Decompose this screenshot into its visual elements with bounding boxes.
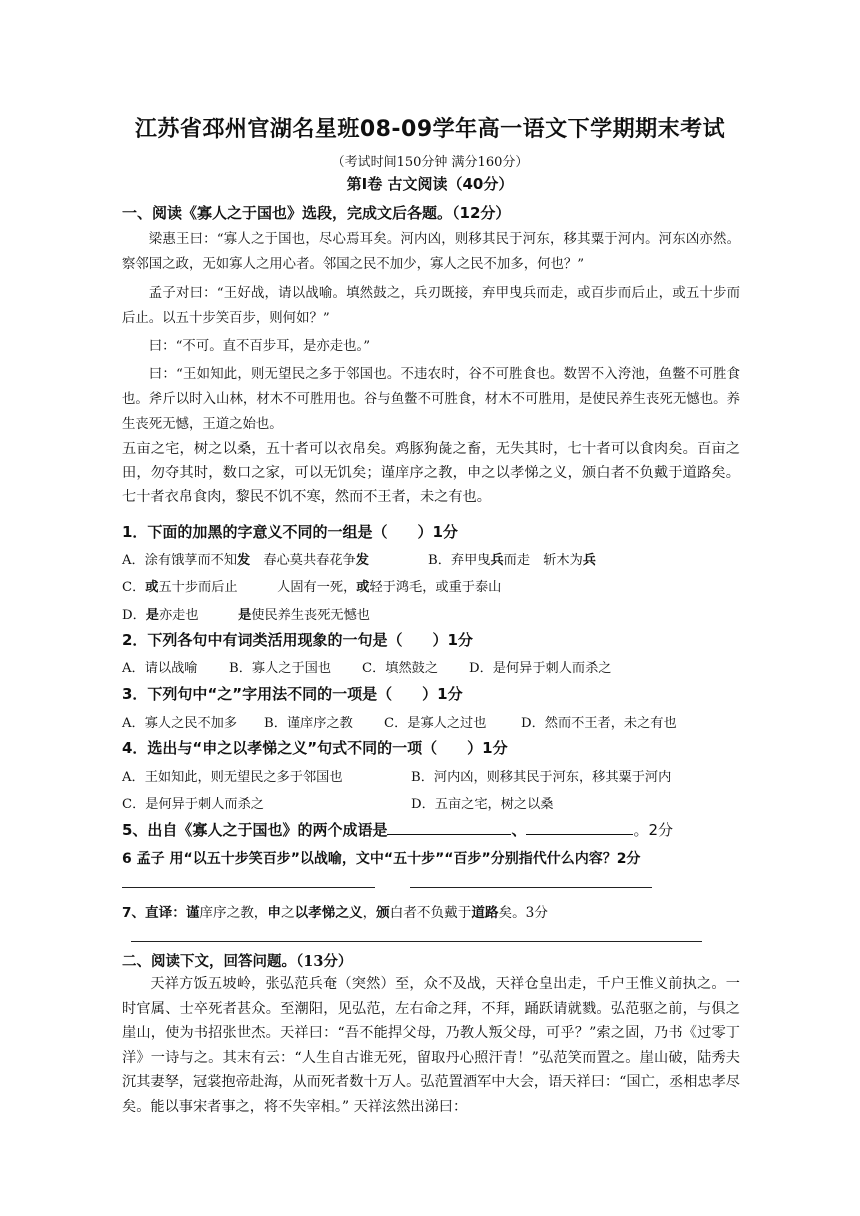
q5-answer-blank-2[interactable]: [526, 819, 633, 835]
question-3-stem: 3．下列句中“之”字用法不同的一项是（ ）1分: [122, 685, 463, 703]
q1-b-text: B．弃甲曳: [428, 553, 491, 568]
question-4-stem: 4．选出与“申之以孝悌之义”句式不同的一项（ ）1分: [122, 739, 508, 757]
question-7: [122, 901, 548, 921]
q7-answer-line[interactable]: [131, 941, 702, 942]
q1-a-text-2: 春心莫共春花争: [250, 553, 356, 568]
q4-option-a: A．王如知此，则无望民之多于邻国也: [122, 770, 343, 785]
q1-option-b: [428, 549, 596, 568]
q1-b-bold-1: 兵: [490, 553, 504, 568]
document-title: 江苏省邳州官湖名星班08-09学年高一语文下学期期末考试: [134, 117, 726, 142]
q1-option-c: [122, 576, 501, 595]
q1-d-bold-2: 是: [238, 608, 252, 623]
q2-option-d: D．是何异于刺人而杀之: [469, 661, 612, 676]
q1-c-bold-2: 或: [356, 580, 370, 595]
q1-d-bold-1: 是: [145, 608, 159, 623]
q1-d-text-2: 亦走也: [158, 608, 239, 623]
passage-paragraph-4: 曰：“王如知此，则无望民之多于邻国也。不违农时，谷不可胜食也。数罟不入洿池，鱼鳖不可胜食也。斧斤以时入山林，材木不可胜用也。谷与鱼鳖不可胜食，材木不可胜用，是使民养生丧死无憾也。养生丧死无憾，王道之始也。: [122, 367, 740, 432]
q3-option-c: C．是寡人之过也: [384, 716, 487, 731]
section1-heading: 一、阅读《寡人之于国也》选段，完成文后各题。（12分）: [122, 204, 511, 222]
q7-text-4: 白者不负戴于: [389, 905, 472, 921]
q7-text-3: ，: [362, 905, 377, 921]
q5-answer-blank-1[interactable]: [387, 819, 511, 835]
q1-a-bold-1: 发: [237, 553, 251, 568]
q4-option-d: D．五亩之宅，树之以桑: [411, 797, 554, 812]
q1-a-bold-2: 发: [355, 553, 369, 568]
q1-d-text: D．: [122, 608, 146, 623]
q3-option-b: B．谨庠序之教: [264, 716, 353, 731]
q7-label: 7、直译：: [122, 905, 186, 921]
q7-text-5: 矣。3分: [498, 905, 548, 921]
q2-option-b: B．寡人之于国也: [229, 661, 332, 676]
question-5: [122, 819, 762, 840]
passage-paragraph-1: 梁惠王曰：“寡人之于国也，尽心焉耳矣。河内凶，则移其民于河东，移其粟于河内。河东凶亦然。察邻国之政，无如寡人之用心者。邻国之民不加少，寡人之民不加多，何也？”: [122, 232, 740, 272]
q7-bold-4: 颁: [376, 905, 390, 921]
passage-paragraph-3: 曰：“不可。直不百步耳，是亦走也。”: [148, 339, 371, 354]
q1-a-text: A．涂有饿莩而不知: [122, 553, 238, 568]
q2-option-c: C．填然鼓之: [362, 661, 439, 676]
q5-score: 。2分: [633, 821, 674, 839]
exam-info: （考试时间150分钟 满分160分）: [331, 155, 529, 170]
section2-heading: 二、阅读下文，回答问题。（13分）: [122, 953, 353, 970]
q1-c-text: C．: [122, 580, 146, 595]
q7-text-1: 庠序之教，: [199, 905, 268, 921]
q4-option-c: C．是何异于刺人而杀之: [122, 797, 264, 812]
q1-c-text-3: 轻于鸿毛，或重于泰山: [369, 580, 502, 595]
q7-bold-5: 道路: [471, 905, 499, 921]
q5-stem: 5、出自《寡人之于国也》的两个成语是: [122, 821, 388, 839]
passage2-paragraph-1: 天祥方饭五坡岭，张弘范兵奄（突然）至，众不及战，天祥仓皇出走，千户王惟义前执之。一时官属、士卒死者甚众。至潮阳，见弘范，左右命之拜，不拜，踊跃请就戮。弘范驱之前，与俱之崖山，使为书招张世杰。天祥曰：“吾不能捍父母，乃教人叛父母，可乎？”索之固，乃书《过零丁洋》一诗与之。其末有云：“人生自古谁无死，留取丹心照汗青！”弘范笑而置之。崖山破，陆秀夫沉其妻孥，冠裳抱帝赴海，从而死者数十万人。弘范置酒军中大会，语天祥曰：“国亡，丞相忠孝尽矣。能以事宋者事之，将不失宰相。” 天祥泫然出涕曰：: [122, 976, 740, 1115]
q6-answer-line-1[interactable]: [122, 887, 375, 888]
q7-bold-3: 以孝悌之义: [294, 905, 363, 921]
q1-option-a: [122, 549, 369, 568]
question-1-stem: 1．下面的加黑的字意义不同的一组是（ ）1分: [122, 523, 458, 541]
q2-option-a: A．请以战喻: [122, 661, 198, 676]
q7-text-2: 之: [281, 905, 295, 921]
q1-b-text-2: 而走 斩木为: [503, 553, 583, 568]
q7-bold-2: 申: [267, 905, 281, 921]
question-6-stem: 6 孟子 用“以五十步笑百步”以战喻，文中“五十步”“百步”分别指代什么内容？2分: [122, 851, 641, 867]
passage-paragraph-2: 孟子对曰：“王好战，请以战喻。填然鼓之，兵刃既接，弃甲曳兵而走，或百步而后止，或五十步而后止。以五十步笑百步，则何如？”: [122, 286, 740, 326]
q4-option-b: B．河内凶，则移其民于河东，移其粟于河内: [411, 770, 672, 785]
q5-separator: 、: [511, 821, 527, 839]
passage-paragraph-5: 五亩之宅，树之以桑，五十者可以衣帛矣。鸡豚狗彘之畜，无失其时，七十者可以食肉矣。百亩之田，勿夺其时，数口之家，可以无饥矣；谨庠序之教，申之以孝悌之义，颁白者不负戴于道路矣。七十者衣帛食肉，黎民不饥不寒，然而不王者，未之有也。: [122, 441, 740, 505]
q3-option-a: A．寡人之民不加多: [122, 716, 238, 731]
q1-option-d: [122, 604, 370, 623]
q1-c-bold-1: 或: [145, 580, 159, 595]
q1-d-text-3: 使民养生丧死无憾也: [251, 608, 370, 623]
q7-bold-1: 谨: [185, 905, 200, 921]
volume-title: 第Ⅰ卷 古文阅读（40分）: [346, 175, 514, 193]
q6-answer-line-2[interactable]: [410, 887, 652, 888]
q3-option-d: D．然而不王者，未之有也: [521, 716, 677, 731]
question-2-stem: 2．下列各句中有词类活用现象的一句是（ ）1分: [122, 631, 473, 649]
q1-c-text-2: 五十步而后止 人固有一死，: [158, 580, 357, 595]
q1-b-bold-2: 兵: [582, 553, 596, 568]
